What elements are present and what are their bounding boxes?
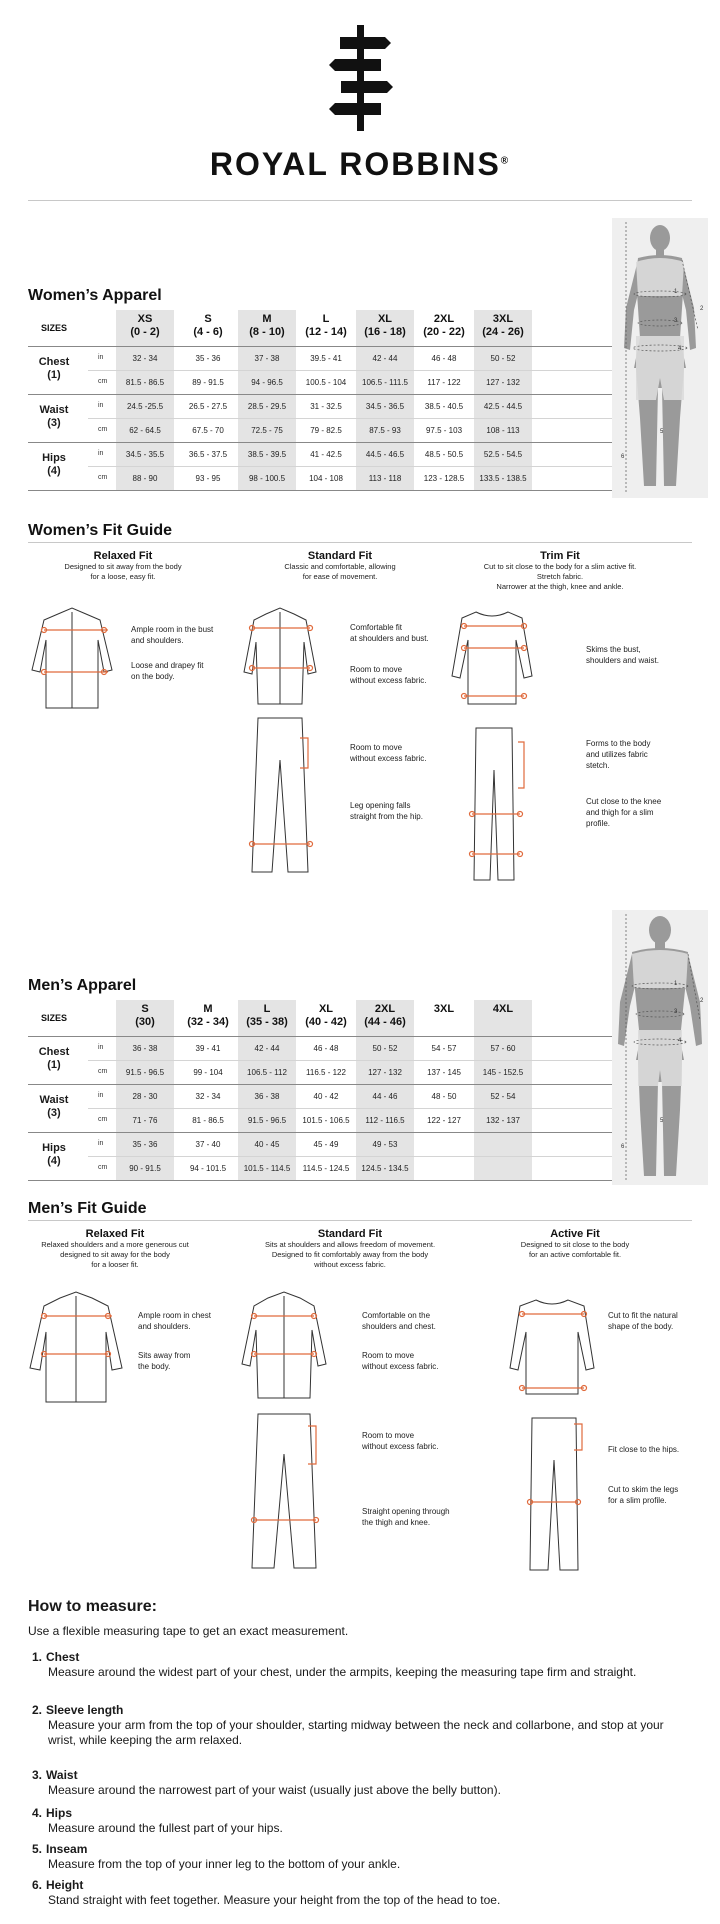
step-number: 4. [32,1806,43,1820]
size-name: L [322,313,330,325]
fit-desc-line: Stretch fabric. [536,572,584,581]
size-name: M [262,313,272,325]
table-cell: 88 - 90 [132,474,158,483]
marker-6: 6 [621,454,625,460]
marker-4: 4 [678,346,682,352]
size-range: (0 - 2) [130,326,160,338]
measure-step [32,1842,692,1872]
table-cell: 36.5 - 37.5 [188,450,228,459]
measure-step [32,1878,692,1908]
table-cell: 127 - 132 [368,1068,402,1077]
table-cell: 91.5 - 96.5 [125,1068,165,1077]
row-rule [28,1084,612,1085]
callout: Sits away from the body. [138,1351,191,1371]
row-rule [28,442,612,443]
marker-6: 6 [621,1144,625,1150]
table-cell: 97.5 - 103 [425,426,463,435]
table-cell: 81 - 86.5 [192,1116,224,1125]
step-number: 2. [32,1703,43,1717]
table-cell: 40 - 45 [254,1140,280,1149]
unit-label: in [98,1140,104,1147]
table-cell: 57 - 60 [490,1044,516,1053]
size-range: (40 - 42) [305,1016,347,1028]
step-number: 5. [32,1842,43,1856]
table-cell: 87.5 - 93 [369,426,401,435]
table-cell: 42 - 44 [254,1044,280,1053]
size-range: (30) [135,1016,155,1028]
fit-desc-line: for an active comfortable fit. [528,1250,622,1259]
step-title: Height [46,1878,84,1892]
table-cell: 40 - 42 [313,1092,339,1101]
standard-pants-icon [252,1414,316,1568]
row-rule [88,1156,612,1157]
fit-desc-line: for ease of movement. [302,572,378,581]
table-cell: 39.5 - 41 [310,354,342,363]
measurement-label: Chest (1) [38,1046,70,1071]
table-cell: 41 - 42.5 [310,450,342,459]
fit-desc-line: for a looser fit. [91,1260,139,1269]
table-cell: 112 - 116.5 [365,1116,405,1125]
table-cell: 91.5 - 96.5 [247,1116,287,1125]
header-rule [28,346,612,347]
fit-desc-line: Designed to sit away from the body [64,562,182,571]
table-cell: 42.5 - 44.5 [483,402,523,411]
unit-label: cm [98,378,108,385]
row-rule [28,1180,612,1181]
table-cell: 48 - 50 [431,1092,457,1101]
table-cell: 133.5 - 138.5 [479,474,527,483]
size-range: (12 - 14) [305,326,347,338]
brand-name: ROYAL ROBBINS® [209,146,511,182]
marker-1: 1 [674,289,678,295]
table-cell: 127 - 132 [486,378,520,387]
table-cell: 48.5 - 50.5 [424,450,464,459]
callout: Cut to skim the legs for a slim profile. [608,1485,679,1505]
table-cell: 46 - 48 [431,354,457,363]
callout: Ample room in chest and shoulders. [138,1311,211,1331]
callout: Room to move without excess fabric. [350,665,427,685]
table-cell: 50 - 52 [372,1044,398,1053]
fit-desc-line: Narrower at the thigh, knee and ankle. [496,582,624,591]
table-cell: 28 - 30 [132,1092,158,1101]
size-range: (8 - 10) [249,326,285,338]
step-title: Inseam [46,1842,88,1856]
table-cell: 81.5 - 86.5 [125,378,165,387]
marker-4: 4 [678,1038,682,1044]
fit-desc-line: Designed to fit comfortably away from the body [271,1250,429,1259]
mens-standard-fit [240,1228,460,1270]
callout: Comfortable fit at shoulders and bust. [350,623,429,643]
callout: Room to move without excess fabric. [362,1351,439,1371]
marker-3: 3 [674,318,678,324]
fit-title: Standard Fit [307,550,373,562]
fit-title: Trim Fit [540,550,580,562]
callout: Fit close to the hips. [608,1445,680,1454]
marker-1: 1 [674,981,678,987]
table-cell: 34.5 - 36.5 [365,402,405,411]
womens-apparel-title: Women’s Apparel [28,287,162,304]
size-name: 3XL [433,1003,455,1015]
step-description: Measure around the narrowest part of your waist (usually just above the belly button). [48,1783,501,1797]
unit-label: cm [98,1068,108,1075]
sizes-label: SIZES [40,1013,67,1023]
size-range: (44 - 46) [364,1016,406,1028]
marker-5: 5 [660,429,664,435]
callout: Cut close to the knee and thigh for a slim profile. [586,797,662,828]
measure-step [32,1806,692,1836]
size-range: (35 - 38) [246,1016,288,1028]
row-rule [88,370,612,371]
row-rule [88,466,612,467]
table-cell: 93 - 95 [195,474,221,483]
size-name: 2XL [374,1003,396,1015]
table-cell: 35 - 36 [195,354,221,363]
callout: Forms to the body and utilizes fabric stetch. [586,739,651,770]
table-cell: 101.5 - 114.5 [243,1164,291,1173]
table-cell: 124.5 - 134.5 [361,1164,409,1173]
step-number: 6. [32,1878,43,1892]
table-cell: 42 - 44 [372,354,398,363]
table-cell: 36 - 38 [254,1092,280,1101]
step-title: Chest [46,1650,80,1664]
table-cell: 94 - 101.5 [189,1164,227,1173]
mens-size-table [28,1000,612,1182]
size-name: S [141,1003,149,1015]
unit-label: in [98,1044,104,1051]
table-cell: 46 - 48 [313,1044,339,1053]
unit-label: in [98,1092,104,1099]
table-cell: 108 - 113 [486,426,520,435]
mens-fit-illustrations [28,1288,692,1578]
measurement-label: Waist (3) [39,404,69,429]
size-range: (4 - 6) [193,326,223,338]
fit-desc-line: Designed to sit close to the body [520,1240,630,1249]
marker-3: 3 [674,1009,678,1015]
size-column-header [356,313,414,339]
table-cell: 79 - 82.5 [310,426,342,435]
size-column-header [116,1003,174,1029]
womens-trim-fit [450,550,670,592]
fit-title: Relaxed Fit [85,1228,145,1240]
size-column-header [297,313,355,339]
header-divider [28,200,692,201]
callout: Cut to fit the natural shape of the body. [608,1311,678,1331]
size-name: XL [377,313,393,325]
marker-2: 2 [700,998,704,1004]
table-cell: 89 - 91.5 [192,378,224,387]
table-cell: 37 - 38 [254,354,280,363]
table-cell: 28.5 - 29.5 [247,402,287,411]
step-description: Measure around the widest part of your chest, under the armpits, keeping the measuring tape firm and straight. [48,1665,637,1679]
measure-step [32,1768,692,1798]
size-range: (20 - 22) [423,326,465,338]
table-cell: 39 - 41 [195,1044,221,1053]
fit-title: Standard Fit [317,1228,383,1240]
size-name: M [203,1003,213,1015]
row-rule [28,394,612,395]
unit-label: in [98,450,104,457]
how-to-measure-title: How to measure: [28,1598,157,1615]
table-cell: 52 - 54 [490,1092,516,1101]
size-column-header [116,313,174,339]
table-cell: 67.5 - 70 [192,426,224,435]
table-cell: 44 - 46 [372,1092,398,1101]
womens-fit-guide-title: Women’s Fit Guide [28,522,173,539]
size-column-header [297,1003,355,1029]
row-rule [88,1060,612,1061]
sizes-label: SIZES [40,323,67,333]
row-rule [28,1132,612,1133]
table-cell: 106.5 - 111.5 [362,378,408,387]
size-name: 4XL [492,1003,514,1015]
fit-desc-line: Cut to sit close to the body for a slim active fit. [483,562,637,571]
size-column-header [179,313,237,339]
size-column-header [415,1003,473,1016]
callout: Ample room in the bust and shoulders. [131,625,214,645]
womens-fit-divider [28,542,692,543]
size-name: 3XL [492,313,514,325]
measurement-label: Hips (4) [42,1142,66,1167]
mens-apparel-title: Men’s Apparel [28,977,137,994]
marker-5: 5 [660,1118,664,1124]
table-cell: 71 - 76 [132,1116,158,1125]
table-cell: 98 - 100.5 [248,474,286,483]
table-cell: 50 - 52 [490,354,516,363]
size-name: S [204,313,212,325]
table-cell: 123 - 128.5 [423,474,465,483]
womens-relaxed-fit [38,550,208,582]
table-cell: 54 - 57 [431,1044,457,1053]
column-shade [474,1000,532,1180]
mens-relaxed-fit [20,1228,210,1270]
step-description: Measure from the top of your inner leg to the bottom of your ankle. [48,1857,401,1871]
measurement-label: Hips (4) [42,452,66,477]
fit-desc-line: Sits at shoulders and allows freedom of movement. [264,1240,436,1249]
size-name: L [263,1003,271,1015]
trim-pants-icon [474,728,514,880]
step-number: 3. [32,1768,43,1782]
fit-desc-line: designed to sit away for the body [60,1250,170,1259]
unit-label: cm [98,426,108,433]
unit-label: cm [98,1164,108,1171]
size-column-header [238,1003,296,1029]
unit-label: cm [98,474,108,481]
step-description: Measure around the fullest part of your hips. [48,1821,283,1835]
unit-label: in [98,354,104,361]
table-cell: 36 - 38 [132,1044,158,1053]
table-cell: 99 - 104 [193,1068,223,1077]
table-cell: 132 - 137 [486,1116,520,1125]
fit-desc-line: without excess fabric. [314,1260,386,1269]
callout: Room to move without excess fabric. [350,743,427,763]
size-column-header [474,313,532,339]
table-cell: 137 - 145 [427,1068,461,1077]
table-cell: 117 - 122 [427,378,461,387]
fit-title: Active Fit [550,1228,600,1240]
callout: Room to move without excess fabric. [362,1431,439,1451]
table-cell: 106.5 - 112 [247,1068,287,1077]
table-cell: 32 - 34 [195,1092,221,1101]
measurement-label: Chest (1) [38,356,70,381]
how-to-measure-intro: Use a flexible measuring tape to get an exact measurement. [28,1624,349,1638]
table-cell: 38.5 - 40.5 [424,402,464,411]
table-cell: 100.5 - 104 [305,378,347,387]
table-cell: 34.5 - 35.5 [125,450,165,459]
fit-desc-line: Classic and comfortable, allowing [284,562,396,571]
table-cell: 44.5 - 46.5 [365,450,405,459]
active-pants-icon [530,1418,578,1570]
step-title: Waist [46,1768,78,1782]
fit-title: Relaxed Fit [93,550,153,562]
table-cell: 94 - 96.5 [251,378,283,387]
size-range: (32 - 34) [187,1016,229,1028]
size-column-header [179,1003,237,1029]
womens-size-table [28,310,612,492]
table-cell: 90 - 91.5 [129,1164,161,1173]
measurement-label: Waist (3) [39,1094,69,1119]
table-cell: 26.5 - 27.5 [188,402,228,411]
table-cell: 62 - 64.5 [129,426,161,435]
row-rule [88,418,612,419]
mens-active-fit [480,1228,670,1260]
header-rule [28,1036,612,1037]
table-cell: 114.5 - 124.5 [302,1164,350,1173]
fit-desc-line: for a loose, easy fit. [90,572,156,581]
table-cell: 38.5 - 39.5 [247,450,287,459]
table-cell: 116.5 - 122 [306,1068,346,1077]
row-rule [28,490,612,491]
size-name: XS [137,313,153,325]
table-cell: 49 - 53 [372,1140,398,1149]
size-column-header [356,1003,414,1029]
callout: Loose and drapey fit on the body. [131,661,204,681]
callout: Straight opening through the thigh and knee. [362,1507,450,1527]
step-description: Stand straight with feet together. Measure your height from the top of the head to toe. [48,1893,501,1907]
unit-label: cm [98,1116,108,1123]
step-description: Measure your arm from the top of your shoulder, starting midway between the neck and collarbone, and stop at your wrist, while keeping the arm relaxed. [48,1718,664,1747]
size-column-header [415,313,473,339]
womens-standard-fit [240,550,440,582]
row-rule [88,1108,612,1109]
table-cell: 37 - 40 [195,1140,221,1149]
fit-desc-line: Relaxed shoulders and a more generous cut [41,1240,189,1249]
unit-label: in [98,402,104,409]
size-name: XL [318,1003,334,1015]
table-cell: 122 - 127 [427,1116,461,1125]
table-cell: 35 - 36 [132,1140,158,1149]
callout: Leg opening falls straight from the hip. [350,801,423,821]
womens-body-figure [612,218,708,498]
table-cell: 45 - 49 [313,1140,339,1149]
standard-pants-icon [252,718,308,872]
table-cell: 32 - 34 [132,354,158,363]
table-cell: 52.5 - 54.5 [483,450,523,459]
table-cell: 24.5 -25.5 [126,402,164,411]
mens-fit-guide-title: Men’s Fit Guide [28,1200,147,1217]
table-cell: 31 - 32.5 [310,402,342,411]
table-cell: 113 - 118 [368,474,402,483]
table-cell: 145 - 152.5 [482,1068,524,1077]
size-column-header [474,1003,532,1016]
step-number: 1. [32,1650,43,1664]
step-title: Sleeve length [46,1703,124,1717]
measure-step [32,1703,692,1748]
step-title: Hips [46,1806,73,1820]
size-range: (24 - 26) [482,326,524,338]
marker-2: 2 [700,306,704,312]
callout: Comfortable on the shoulders and chest. [362,1311,436,1331]
table-cell: 101.5 - 106.5 [302,1116,350,1125]
mens-body-figure [612,910,708,1185]
callout: Skims the bust, shoulders and waist. [586,645,659,665]
table-cell: 72.5 - 75 [251,426,283,435]
size-name: 2XL [433,313,455,325]
measure-step [32,1650,692,1680]
size-column-header [238,313,296,339]
table-cell: 104 - 108 [309,474,343,483]
mens-fit-divider [28,1220,692,1221]
signpost-logo-icon [315,25,405,131]
size-range: (16 - 18) [364,326,406,338]
